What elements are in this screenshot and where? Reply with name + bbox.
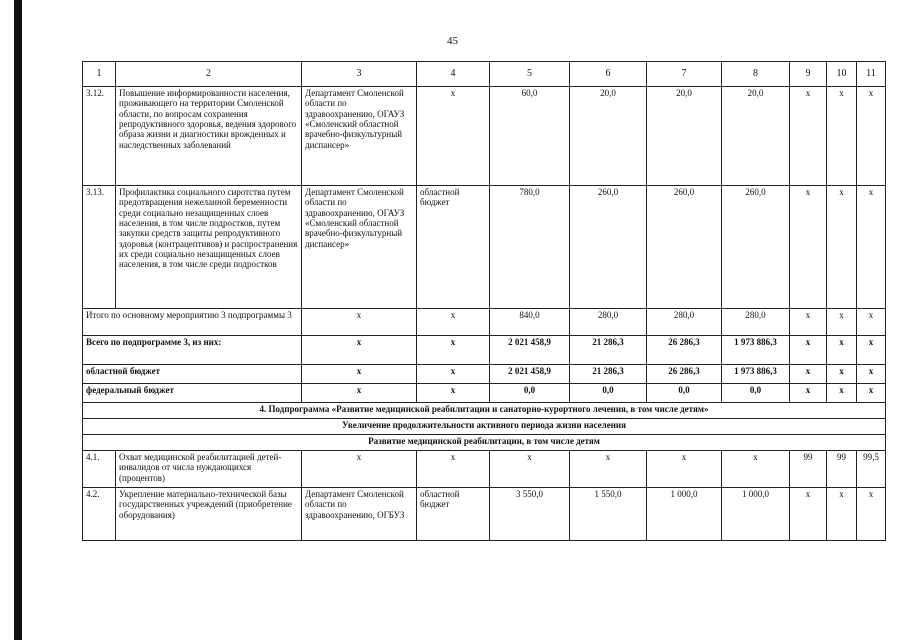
value-col11: х (857, 336, 886, 365)
value-col7: 280,0 (647, 309, 722, 336)
value-col5: 2 021 458,9 (490, 365, 570, 384)
value-col6: х (570, 451, 647, 488)
value-col9: х (790, 309, 827, 336)
value-col10: х (827, 87, 857, 186)
value-col5: 0,0 (490, 384, 570, 403)
value-col11: 99,5 (857, 451, 886, 488)
value-col11: х (857, 365, 886, 384)
value-col10: х (827, 384, 857, 403)
row-label: Всего по подпрограмме 3, из них: (83, 336, 302, 365)
value-col8: 1 973 886,3 (722, 336, 790, 365)
value-col3: х (302, 384, 417, 403)
column-number: 7 (647, 62, 722, 87)
value-col6: 21 286,3 (570, 365, 647, 384)
table-row-vsego (83, 336, 886, 365)
value-col5: 840,0 (490, 309, 570, 336)
value-col9: х (790, 336, 827, 365)
value-col7: 20,0 (647, 87, 722, 186)
value-col6: 0,0 (570, 384, 647, 403)
funding-source: х (417, 87, 490, 186)
value-col8: 260,0 (722, 186, 790, 309)
value-col7: 260,0 (647, 186, 722, 309)
funding-source: областной бюджет (417, 488, 490, 541)
value-col6: 260,0 (570, 186, 647, 309)
column-number: 1 (83, 62, 116, 87)
value-col4: х (417, 336, 490, 365)
value-col7: 26 286,3 (647, 365, 722, 384)
value-col8: х (722, 451, 790, 488)
value-col3: х (302, 365, 417, 384)
value-col3: х (302, 451, 417, 488)
section-heading-row (83, 419, 886, 435)
column-number: 9 (790, 62, 827, 87)
indicator-name: Охват медицинской реабилитацией детей-инвалидов от числа нуждающихся (процентов) (116, 451, 302, 488)
value-col11: х (857, 488, 886, 541)
goal-heading: Увеличение продолжительности активного периода жизни населения (83, 419, 886, 435)
value-col4: х (417, 384, 490, 403)
table-row-4-2 (83, 488, 886, 541)
value-col5: 2 021 458,9 (490, 336, 570, 365)
value-col4: х (417, 365, 490, 384)
value-col4: х (417, 309, 490, 336)
value-col9: х (790, 186, 827, 309)
row-number: 4.2. (83, 488, 116, 541)
value-col9: х (790, 365, 827, 384)
column-number: 2 (116, 62, 302, 87)
value-col8: 280,0 (722, 309, 790, 336)
value-col7: 0,0 (647, 384, 722, 403)
column-number: 6 (570, 62, 647, 87)
value-col8: 1 000,0 (722, 488, 790, 541)
value-col10: х (827, 488, 857, 541)
column-number-row (83, 62, 886, 87)
table-row-federal (83, 384, 886, 403)
value-col5: 780,0 (490, 186, 570, 309)
table-row-3-13 (83, 186, 886, 309)
value-col10: 99 (827, 451, 857, 488)
row-label: областной бюджет (83, 365, 302, 384)
activity-name: Повышение информированности населения, проживающего на территории Смоленской области, по вопросам сохранения репродуктивного здоровья, ведения здорового образа жизни и диагностики врожденных и наследственных заболеваний (116, 87, 302, 186)
scan-edge-bar (14, 0, 22, 640)
value-col11: х (857, 87, 886, 186)
value-col5: х (490, 451, 570, 488)
row-label: Итого по основному мероприятию 3 подпрограммы 3 (83, 309, 302, 336)
value-col10: х (827, 365, 857, 384)
subprogram-heading: 4. Подпрограмма «Развитие медицинской реабилитации и санаторно-курортного лечения, в том числе детям» (83, 403, 886, 419)
value-col5: 60,0 (490, 87, 570, 186)
value-col9: х (790, 87, 827, 186)
value-col11: х (857, 309, 886, 336)
table-row-oblast (83, 365, 886, 384)
row-number: 4.1. (83, 451, 116, 488)
row-label: федеральный бюджет (83, 384, 302, 403)
value-col10: х (827, 336, 857, 365)
value-col10: х (827, 309, 857, 336)
executor: Департамент Смоленской области по здравоохранению, ОГАУЗ «Смоленский областной врачебно-физкультурный диспансер» (302, 186, 417, 309)
value-col6: 20,0 (570, 87, 647, 186)
section-heading-row (83, 403, 886, 419)
row-number: 3.12. (83, 87, 116, 186)
activity-name: Профилактика социального сиротства путем предотвращения нежеланной беременности среди социально незащищенных слоев населения, в том числе подростков, путем закупки средств защиты репродуктивного здоровья (контрацептивов) и распространения их среди социально незащищенных слоев населения, в том числе среди подростков (116, 186, 302, 309)
value-col4: х (417, 451, 490, 488)
value-col6: 21 286,3 (570, 336, 647, 365)
executor: Департамент Смоленской области по здравоохранению, ОГБУЗ (302, 488, 417, 541)
table-row-total (83, 309, 886, 336)
value-col3: х (302, 336, 417, 365)
executor: Департамент Смоленской области по здравоохранению, ОГАУЗ «Смоленский областной врачебно-физкультурный диспансер» (302, 87, 417, 186)
activity-name: Укрепление материально-технической базы государственных учреждений (приобретение оборудования) (116, 488, 302, 541)
budget-table (82, 61, 886, 541)
column-number: 8 (722, 62, 790, 87)
value-col9: 99 (790, 451, 827, 488)
column-number: 11 (857, 62, 886, 87)
row-number: 3.13. (83, 186, 116, 309)
value-col11: х (857, 186, 886, 309)
page-number: 45 (447, 35, 458, 47)
funding-source: областной бюджет (417, 186, 490, 309)
value-col8: 20,0 (722, 87, 790, 186)
value-col9: х (790, 488, 827, 541)
value-col10: х (827, 186, 857, 309)
value-col9: х (790, 384, 827, 403)
section-heading-row (83, 435, 886, 451)
table-row-3-12 (83, 87, 886, 186)
value-col8: 1 973 886,3 (722, 365, 790, 384)
column-number: 3 (302, 62, 417, 87)
value-col5: 3 550,0 (490, 488, 570, 541)
column-number: 4 (417, 62, 490, 87)
value-col7: 1 000,0 (647, 488, 722, 541)
column-number: 10 (827, 62, 857, 87)
value-col7: 26 286,3 (647, 336, 722, 365)
value-col7: х (647, 451, 722, 488)
value-col3: х (302, 309, 417, 336)
table-row-4-1 (83, 451, 886, 488)
column-number: 5 (490, 62, 570, 87)
activity-heading: Развитие медицинской реабилитации, в том числе детям (83, 435, 886, 451)
value-col6: 1 550,0 (570, 488, 647, 541)
value-col11: х (857, 384, 886, 403)
value-col8: 0,0 (722, 384, 790, 403)
value-col6: 280,0 (570, 309, 647, 336)
